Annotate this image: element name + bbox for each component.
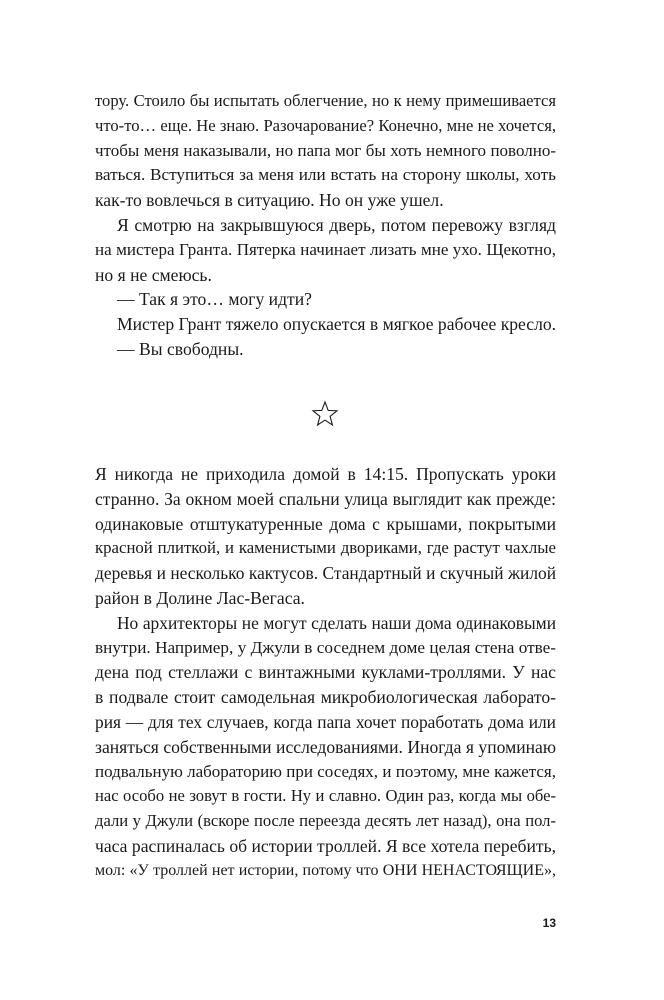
text-line: Я смотрю на закрывшуюся дверь, потом перевожу взгляд: [117, 214, 556, 235]
text-line: — Так я это… могу идти?: [117, 289, 312, 310]
text-line: что-то… еще. Не знаю. Разочарование? Конечно, мне не хочется,: [95, 115, 556, 135]
page-number: 13: [542, 916, 556, 930]
text-line: заняться собственными исследованиями. Иногда я упоминаю: [95, 736, 556, 757]
text-line: дена под стеллажи с винтажными куклами-троллями. У нас: [95, 662, 556, 683]
text-line: красной плиткой, и каменистыми двориками, где растут чахлые: [95, 538, 556, 558]
text-line: но я не смеюсь.: [95, 264, 212, 285]
star-outline-icon: [311, 400, 339, 428]
text-line: — Вы свободны.: [117, 338, 244, 359]
text-line: дали у Джули (вскоре после переезда десять лет назад), она пол-: [95, 811, 556, 831]
text-line: на мистера Гранта. Пятерка начинает лизать мне ухо. Щекотно,: [95, 239, 556, 259]
text-line: Но архитекторы не могут сделать наши дома одинаковыми: [117, 612, 556, 633]
text-line: подвальную лабораторию при соседях, и поэтому, мне кажется,: [95, 761, 556, 781]
text-line: как-то вовлечься в ситуацию. Но он уже ушел.: [95, 190, 444, 211]
text-line: тору. Стоило бы испытать облегчение, но к нему примешивается: [95, 91, 556, 110]
text-line: странно. За окном моей спальни улица выглядит как прежде:: [95, 488, 556, 509]
text-line: район в Долине Лас-Вегаса.: [95, 587, 305, 608]
text-line: в подвале стоит самодельная микробиологическая лаборато-: [95, 687, 556, 708]
text-line: внутри. Например, у Джули в соседнем доме целая стена отве-: [95, 637, 556, 657]
text-line: Я никогда не приходила домой в 14:15. Пропускать уроки: [95, 464, 556, 484]
text-line: Мистер Грант тяжело опускается в мягкое рабочее кресло.: [117, 314, 556, 335]
text-line: рия — для тех случаев, когда папа хочет поработать дома или: [95, 711, 556, 732]
text-section-1: [95, 89, 556, 362]
text-line: одинаковые отштукатуренные дома с крышами, покрытыми: [95, 513, 556, 534]
text-line: ваться. Вступиться за меня или встать на сторону школы, хоть: [95, 165, 556, 185]
text-line: нас особо не зовут в гости. Ну и славно. Один раз, когда мы обе-: [95, 786, 556, 806]
text-line: мол: «У троллей нет истории, потому что ОНИ НЕНАСТОЯЩИЕ»,: [95, 861, 556, 879]
text-line: деревья и несколько кактусов. Стандартный и скучный жилой: [95, 563, 556, 584]
text-section-2: [95, 462, 556, 884]
text-line: чтобы меня наказывали, но папа мог бы хоть немного поволно-: [95, 140, 556, 160]
text-line: часа распиналась об истории троллей. Я все хотела перебить,: [95, 835, 556, 856]
